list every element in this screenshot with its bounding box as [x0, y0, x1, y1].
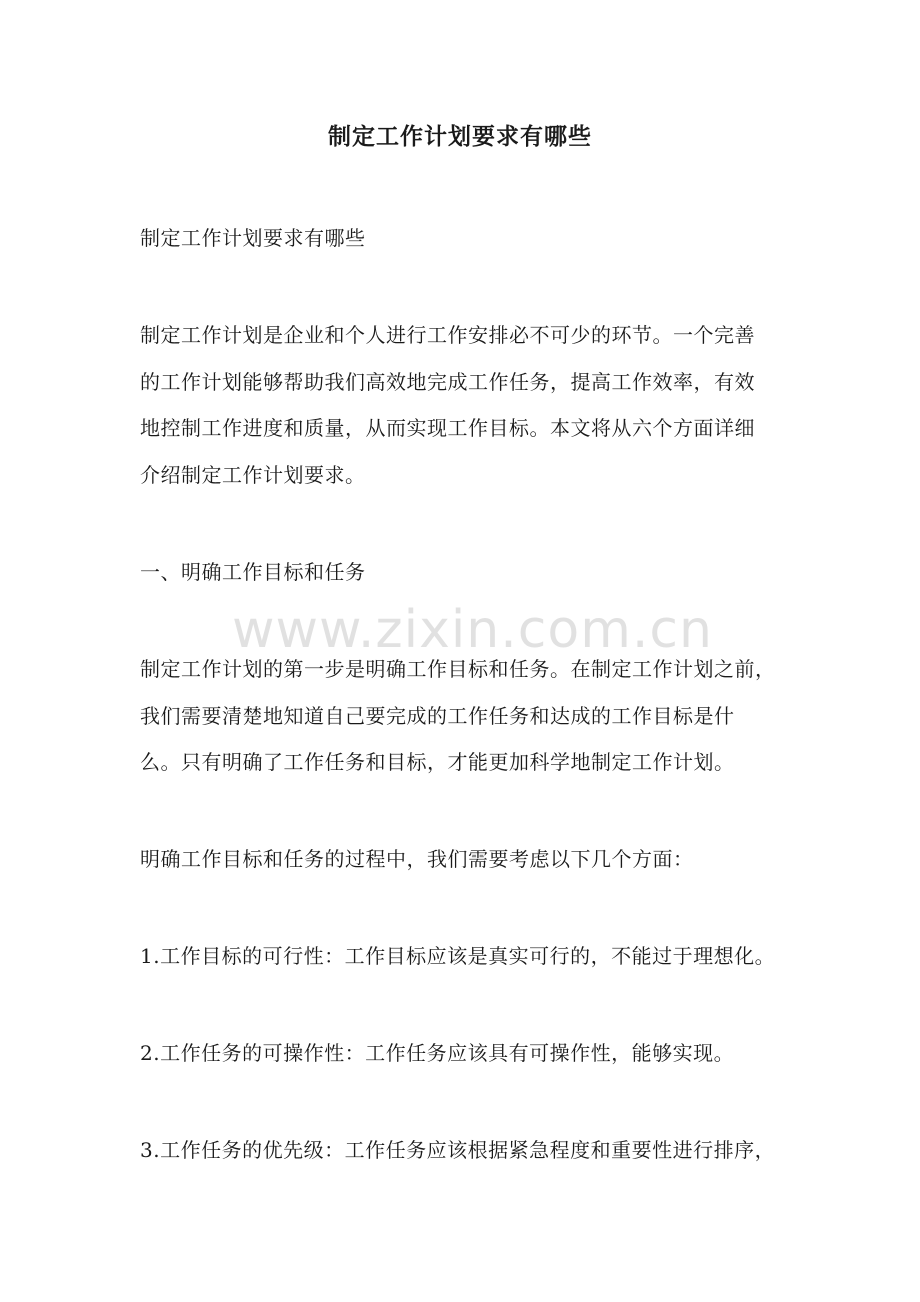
section-paragraph-line: 么。只有明确了工作任务和目标，才能更加科学地制定工作计划。	[140, 750, 735, 774]
section-heading: 一、明确工作目标和任务	[140, 560, 366, 584]
list-item: 1.工作目标的可行性：工作目标应该是真实可行的，不能过于理想化。	[140, 944, 776, 968]
list-item: 3.工作任务的优先级：工作任务应该根据紧急程度和重要性进行排序，	[140, 1138, 776, 1162]
subtitle: 制定工作计划要求有哪些	[140, 226, 366, 250]
intro-line: 制定工作计划是企业和个人进行工作安排必不可少的环节。一个完善	[140, 323, 755, 347]
intro-line: 地控制工作进度和质量，从而实现工作目标。本文将从六个方面详细	[140, 416, 755, 440]
watermark: www.zixin.com.cn	[232, 600, 713, 660]
list-item: 2.工作任务的可操作性：工作任务应该具有可操作性，能够实现。	[140, 1041, 735, 1065]
document-title: 制定工作计划要求有哪些	[328, 123, 592, 150]
list-lead: 明确工作目标和任务的过程中，我们需要考虑以下几个方面：	[140, 847, 694, 871]
intro-line: 介绍制定工作计划要求。	[140, 463, 366, 487]
section-paragraph-line: 我们需要清楚地知道自己要完成的工作任务和达成的工作目标是什	[140, 704, 735, 728]
section-paragraph-line: 制定工作计划的第一步是明确工作目标和任务。在制定工作计划之前，	[140, 657, 776, 681]
intro-line: 的工作计划能够帮助我们高效地完成工作任务，提高工作效率，有效	[140, 370, 755, 394]
